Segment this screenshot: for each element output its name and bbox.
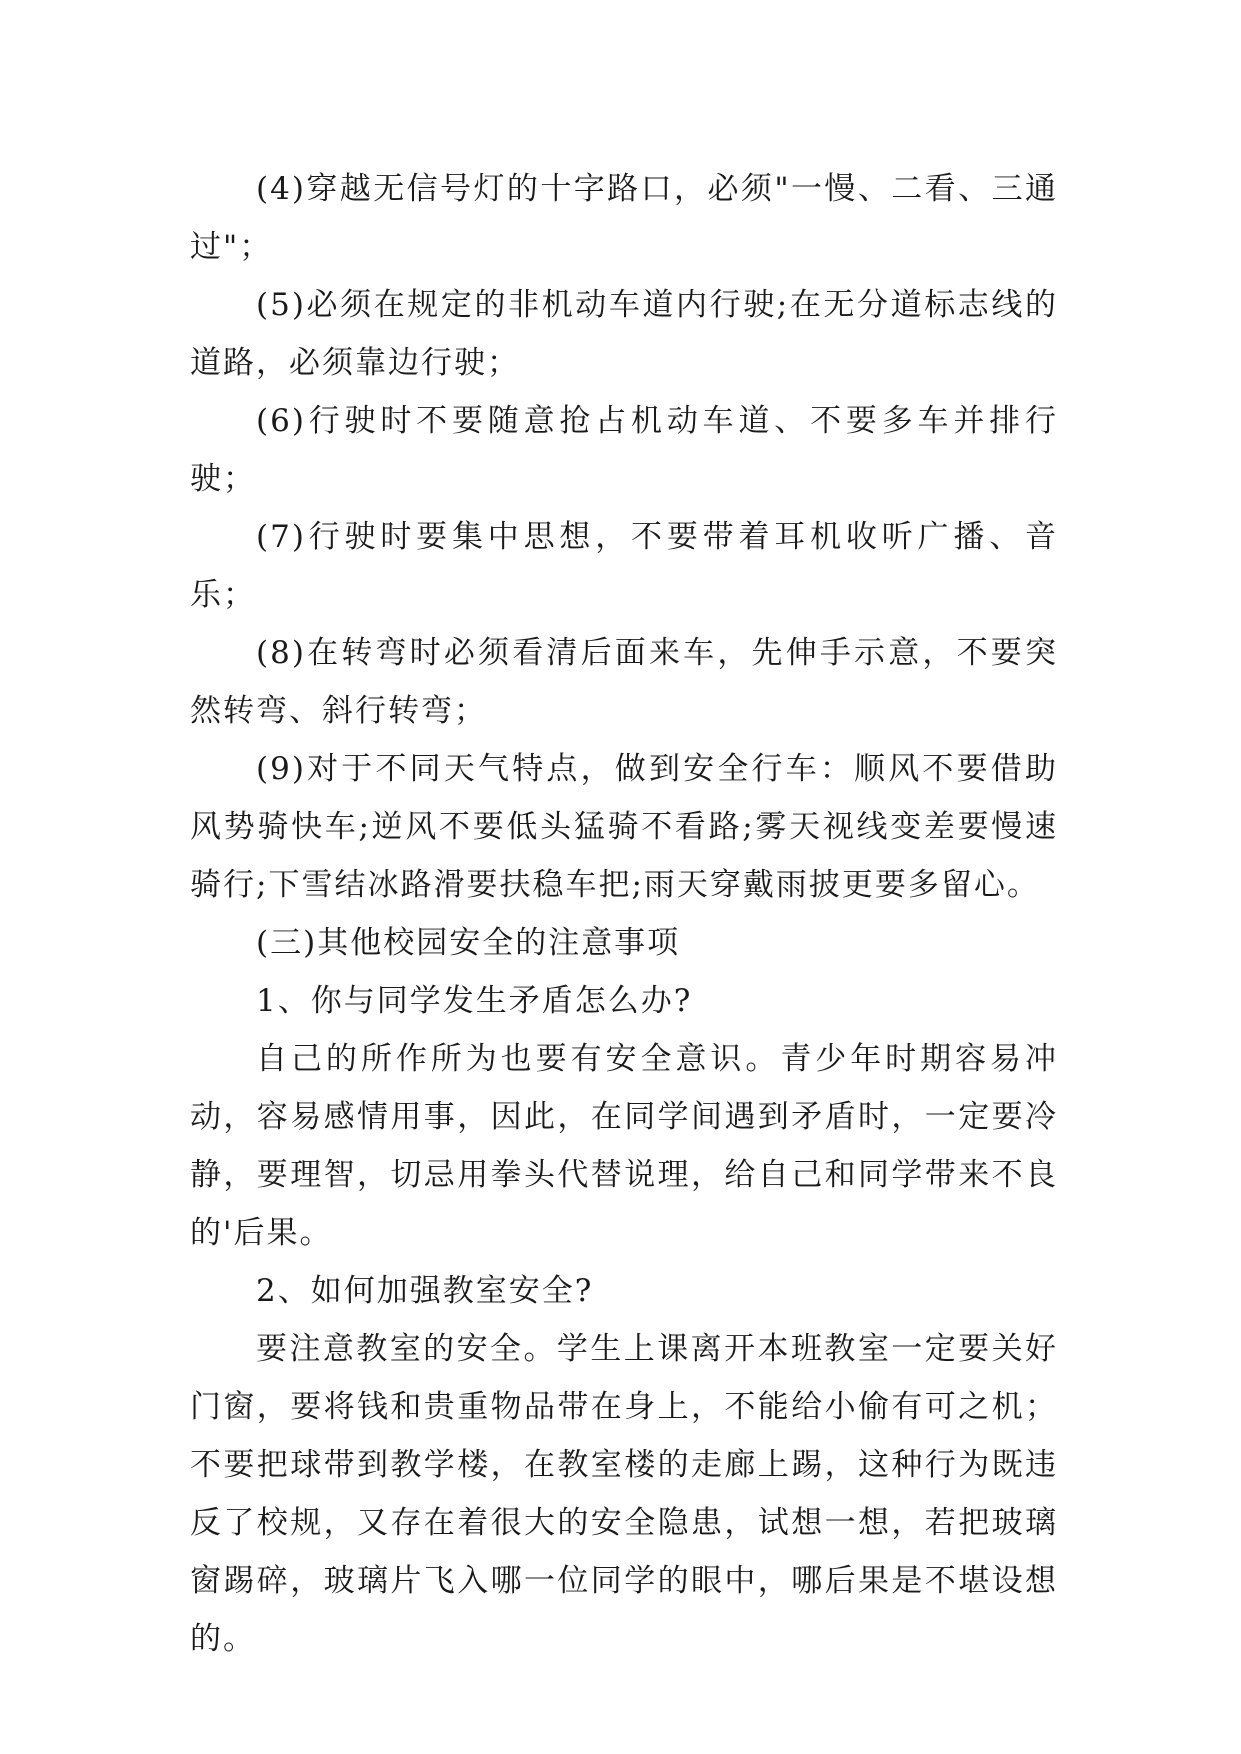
paragraph-item-4: (4)穿越无信号灯的十字路口，必须"一慢、二看、三通过"；: [190, 171, 1058, 265]
answer-paragraph-2: 要注意教室的安全。学生上课离开本班教室一定要关好门窗，要将钱和贵重物品带在身上，不能给小偷有可之机；不要把球带到教学楼，在教室楼的走廊上踢，这种行为既违反了校规，又存在着很大的安全隐患，试想一想，若把玻璃窗踢碎，玻璃片飞入哪一位同学的眼中，哪后果是不堪设想的。: [190, 1331, 1058, 1657]
document-body: [190, 160, 1058, 1668]
question-heading-1: 1、你与同学发生矛盾怎么办?: [256, 983, 693, 1019]
paragraph-item-8: (8)在转弯时必须看清后面来车，先伸手示意，不要突然转弯、斜行转弯；: [190, 635, 1058, 729]
paragraph-item-7: (7)行驶时要集中思想，不要带着耳机收听广播、音乐；: [190, 519, 1058, 613]
section-heading-3: (三)其他校园安全的注意事项: [256, 925, 681, 961]
paragraph-item-5: (5)必须在规定的非机动车道内行驶;在无分道标志线的道路，必须靠边行驶；: [190, 287, 1058, 381]
paragraph-item-6: (6)行驶时不要随意抢占机动车道、不要多车并排行驶；: [190, 403, 1058, 497]
paragraph-item-9: (9)对于不同天气特点，做到安全行车：顺风不要借助风势骑快车;逆风不要低头猛骑不看路;雾天视线变差要慢速骑行;下雪结冰路滑要扶稳车把;雨天穿戴雨披更要多留心。: [190, 751, 1058, 903]
answer-paragraph-1: 自己的所作所为也要有安全意识。青少年时期容易冲动，容易感情用事，因此，在同学间遇到矛盾时，一定要冷静，要理智，切忌用拳头代替说理，给自己和同学带来不良的'后果。: [190, 1041, 1058, 1251]
question-heading-2: 2、如何加强教室安全?: [256, 1273, 594, 1309]
